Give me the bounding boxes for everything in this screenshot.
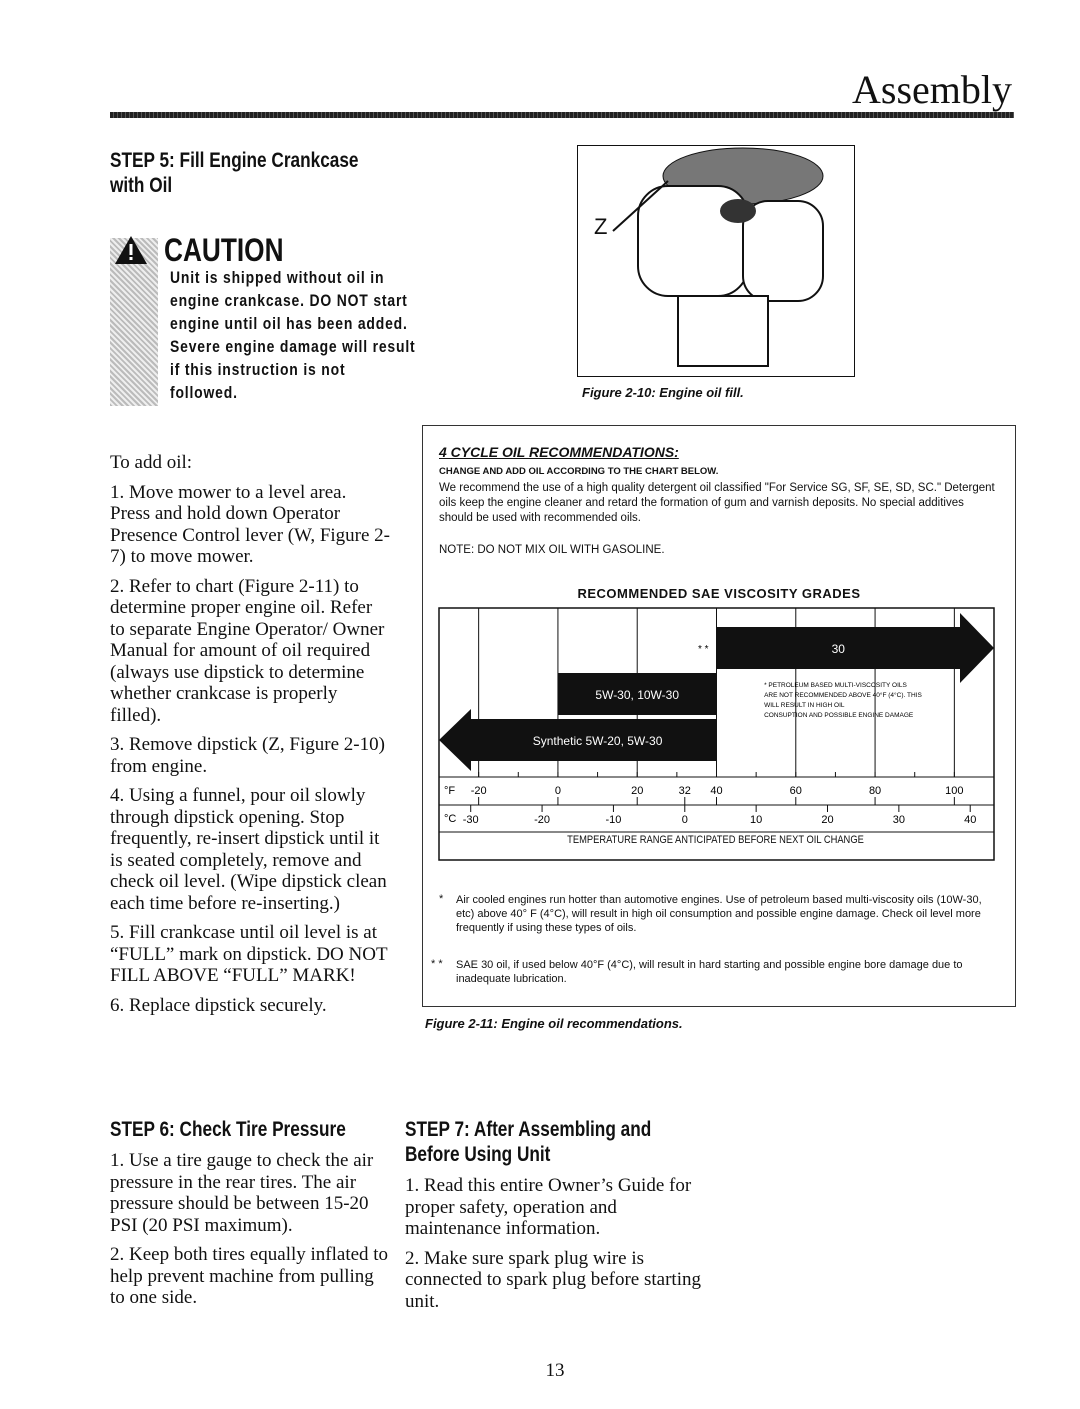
dipstick-label-z: Z [594, 214, 608, 239]
oil-paragraph: We recommend the use of a high quality detergent oil classified "For Service SG, SF, SE, SD, SC." Detergent oils keep the engine cleaner and retard the formation of gum and varnish deposits. No special additives should be used with recommended oils. [439, 482, 995, 524]
f-tick-label: 40 [710, 785, 723, 797]
bar-marker: * * [697, 644, 709, 655]
bar-label: Synthetic 5W-20, 5W-30 [532, 734, 663, 748]
c-tick-label: -10 [605, 814, 622, 826]
footnote2-mark: * * [431, 958, 443, 970]
c-tick-label: 0 [681, 814, 688, 826]
chart-annotation: * PETROLEUM BASED MULTI-VISCOSITY OILS [764, 682, 907, 689]
f-tick-label: -20 [470, 785, 487, 797]
step5-item: 6. Replace dipstick securely. [110, 994, 327, 1016]
oil-heading: 4 CYCLE OIL RECOMMENDATIONS: [439, 444, 679, 460]
figure-2-10-caption: Figure 2-10: Engine oil fill. [582, 385, 744, 400]
step7-heading-line1: STEP 7: After Assembling and [405, 1118, 652, 1141]
chart-title: RECOMMENDED SAE VISCOSITY GRADES [577, 586, 861, 601]
f-unit: °F [444, 785, 456, 797]
c-tick-label: 10 [750, 814, 763, 826]
c-tick-label: 40 [964, 814, 977, 826]
page-title: Assembly [852, 67, 1012, 112]
oil-subheading: CHANGE AND ADD OIL ACCORDING TO THE CHART BELOW. [439, 466, 719, 477]
oil-recommendations-box [422, 425, 1016, 1007]
f-tick-label: 100 [945, 785, 964, 797]
step5-heading [110, 148, 389, 198]
c-tick-label: -30 [462, 814, 479, 826]
step7-instructions [405, 1175, 705, 1320]
viscosity-chart [438, 607, 995, 862]
c-tick-label: 30 [892, 814, 905, 826]
step5-item: 5. Fill crankcase until oil level is at “FULL” mark on dipstick. DO NOT FILL ABOVE “FULL” MARK! [110, 922, 388, 986]
footnote-2: SAE 30 oil, if used below 40°F (4°C), will result in hard starting and possible engine bore damage due to inadequate lubrication. [456, 959, 963, 985]
c-tick-label: 20 [821, 814, 834, 826]
step6-heading: STEP 6: Check Tire Pressure [110, 1118, 346, 1141]
footnote-1: Air cooled engines run hotter than automotive engines. Use of petroleum based multi-viscosity oils (10W-30, etc) above 40° F (4°C), will result in high oil consumption and possible engine damage. Check oil level more frequently if using these types of oils. [456, 894, 982, 934]
step6-item: 2. Keep both tires equally inflated to help prevent machine from pulling to one side. [110, 1244, 389, 1308]
step6-instructions [110, 1150, 390, 1317]
step5-heading-line1: STEP 5: Fill Engine Crankcase [110, 149, 359, 172]
step7-item: 1. Read this entire Owner’s Guide for proper safety, operation and maintenance information. [405, 1175, 692, 1239]
step7-heading [405, 1117, 651, 1167]
f-tick-label: 60 [789, 785, 802, 797]
step7-heading-line2: Before Using Unit [405, 1143, 551, 1166]
chart-annotation: CONSUPTION AND POSSIBLE ENGINE DAMAGE [764, 712, 914, 719]
c-tick-label: -20 [534, 814, 551, 826]
page-number: 13 [545, 1360, 565, 1381]
f-tick-label: 32 [678, 785, 691, 797]
step5-heading-line2: with Oil [110, 174, 173, 197]
f-tick-label: 80 [868, 785, 882, 797]
c-unit: °C [444, 813, 457, 825]
footnote1-mark: * [439, 893, 444, 905]
bar-label: 30 [831, 642, 845, 656]
chart-annotation: WILL RESULT IN HIGH OIL [764, 702, 845, 709]
step5-item: 1. Move mower to a level area. Press and hold down Operator Presence Control lever (W, Figure 2-7) to move mower. [110, 481, 390, 567]
figure-2-11-caption: Figure 2-11: Engine oil recommendations. [425, 1016, 683, 1031]
caution-label: CAUTION [164, 232, 284, 268]
step5-item: 3. Remove dipstick (Z, Figure 2-10) from engine. [110, 734, 385, 777]
oil-note: NOTE: DO NOT MIX OIL WITH GASOLINE. [439, 544, 665, 556]
bar-label: 5W-30, 10W-30 [595, 688, 680, 702]
engine-illustration [578, 146, 854, 376]
to-add-oil-label: To add oil: [110, 452, 193, 473]
chart-annotation: ARE NOT RECOMMENDED ABOVE 40°F (4°C). THIS [764, 692, 922, 699]
f-tick-label: 0 [554, 785, 561, 797]
step6-item: 1. Use a tire gauge to check the air pressure in the rear tires. The air pressure should be between 15-20 PSI (20 PSI maximum). [110, 1150, 374, 1236]
engine-oil-fill-figure [577, 145, 855, 377]
header-rule [110, 112, 1014, 118]
f-tick-label: 20 [631, 785, 644, 797]
step5-instructions [110, 452, 390, 1024]
step5-item: 2. Refer to chart (Figure 2-11) to determine proper engine oil. Refer to separate Engine Operator/ Owner Manual for amount of oil required (always use dipstick to determine whether crankcase is properly filled). [110, 575, 385, 726]
caution-text: Unit is shipped without oil in engine crankcase. DO NOT start engine until oil has been added. Severe engine damage will result if this instruction is not followed. [170, 268, 416, 402]
chart-xlabel: TEMPERATURE RANGE ANTICIPATED BEFORE NEXT OIL CHANGE [567, 834, 864, 846]
step7-item: 2. Make sure spark plug wire is connected to spark plug before starting unit. [405, 1247, 701, 1312]
warning-triangle-icon [114, 234, 148, 266]
step5-item: 4. Using a funnel, pour oil slowly through dipstick opening. Stop frequently, re-insert dipstick until it is seated completely, remove and check oil level. (Wipe dipstick clean each time before re-inserting.) [110, 785, 387, 914]
